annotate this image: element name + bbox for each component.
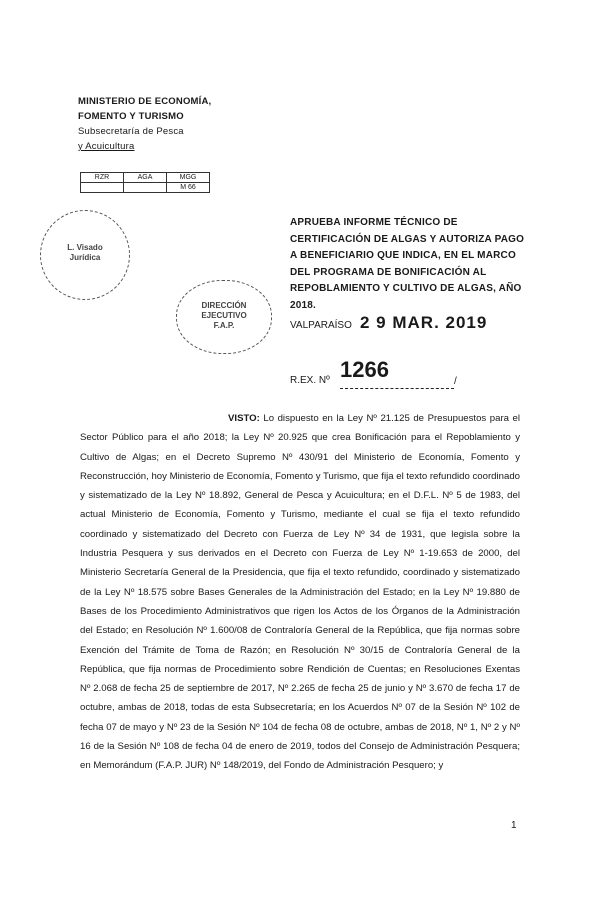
direccion-stamp-line-2: EJECUTIVO (201, 311, 247, 320)
initials-box (80, 172, 210, 193)
ministry-line-2: FOMENTO Y TURISMO (78, 111, 184, 122)
subsecretaria-line-2: y Acuicultura (78, 141, 135, 152)
visto-text: Lo dispuesto en la Ley Nº 21.125 de Presupuestos para el Sector Público para el año 2018; la Ley Nº 20.925 que crea Bonificación para el Repoblamiento y Cultivo de Algas; en el Decreto Supremo Nº 430/91 del Ministerio de Economía, Fomento y Reconstrucción, hoy Ministerio de Economía, Fomento y Turismo, que fija el texto refundido coordinado y sistematizado de la Ley Nº 18.892, General de Pesca y Acuicultura; en el D.F.L. Nº 5 de 1983, del actual Ministerio de Economía, Fomento y Turismo, mediante el cual se fija el texto refundido coordinado y sistematizado del Decreto con Fuerza de Ley Nº 34 de 1931, que legisla sobre la Industria Pesquera y sus derivados en el Decreto con Fuerza de Ley Nº 1-19.653 de 2000, del Ministerio Secretaría General de la Presidencia, que fija el texto refundido, coordinado y sistematizado de la Ley Nº 18.575 sobre Bases Generales de la Administración del Estado; en la Ley Nº 19.880 de Bases de los Procedimiento Administrativos que rigen los Actos de los Órganos de la Administración del Estado; en Resolución Nº 1.600/08 de Contraloría General de la República, que fija normas sobre Exención del Trámite de Toma de Razón; en Resolución Nº 30/15 de Contraloría General de la República, que fija normas de Procedimiento sobre Rendición de Cuentas; en Resoluciones Exentas Nº 2.068 de fecha 25 de septiembre de 2017, Nº 2.265 de fecha 25 de junio y Nº 3.670 de fecha 17 de octubre, ambas de 2018, todas de esta Subsecretaría; en los Acuerdos Nº 07 de la Sesión Nº 102 de fecha 07 de mayo y Nº 23 de la Sesión Nº 104 de fecha 08 de octubre, ambas de 2018, Nº 1, Nº 2 y Nº 16 de la Sesión Nº 108 de fecha 04 de enero de 2019, todos del Consejo de Administración Pesquera; en Memorándum (F.A.P. JUR) Nº 148/2019, del Fondo de Administración Pesquero; y (80, 413, 521, 772)
visado-stamp (40, 210, 130, 300)
visto-label: VISTO: (228, 413, 260, 424)
date-stamp: 2 9 MAR. 2019 (360, 313, 488, 332)
rex-slash: / (454, 376, 457, 387)
ministry-line-1: MINISTERIO DE ECONOMÍA, (78, 96, 212, 107)
initials-sign-1 (81, 183, 124, 192)
page-number: 1 (511, 820, 517, 831)
subsecretaria-line-1: Subsecretaría de Pesca (78, 126, 184, 137)
rex-number: 1266 (340, 357, 389, 382)
place-label: VALPARAÍSO (290, 320, 352, 331)
initials-col-2: AGA (124, 173, 167, 182)
visado-stamp-line-1: L. Visado (67, 243, 103, 252)
initials-sign-2 (124, 183, 167, 192)
visado-stamp-line-2: Jurídica (69, 253, 101, 262)
initials-col-3: MGG (179, 174, 197, 181)
direccion-stamp-line-1: DIRECCIÓN (201, 301, 247, 310)
initials-col-1: RZR (81, 173, 124, 182)
rex-label: R.EX. Nº (290, 375, 330, 386)
direccion-stamp (176, 280, 272, 354)
initials-sign-3: M 66 (180, 184, 196, 191)
resolution-title: APRUEBA INFORME TÉCNICO DE CERTIFICACIÓN DE ALGAS Y AUTORIZA PAGO A BENEFICIARIO QUE INDICA, EN EL MARCO DEL PROGRAMA DE BONIFICACIÓN AL REPOBLAMIENTO Y CULTIVO DE ALGAS, AÑO 2018. (290, 217, 525, 311)
visto-paragraph (80, 409, 520, 776)
ministry-header (78, 94, 238, 154)
direccion-stamp-line-3: F.A.P. (213, 321, 235, 330)
rex-underline (340, 388, 454, 389)
